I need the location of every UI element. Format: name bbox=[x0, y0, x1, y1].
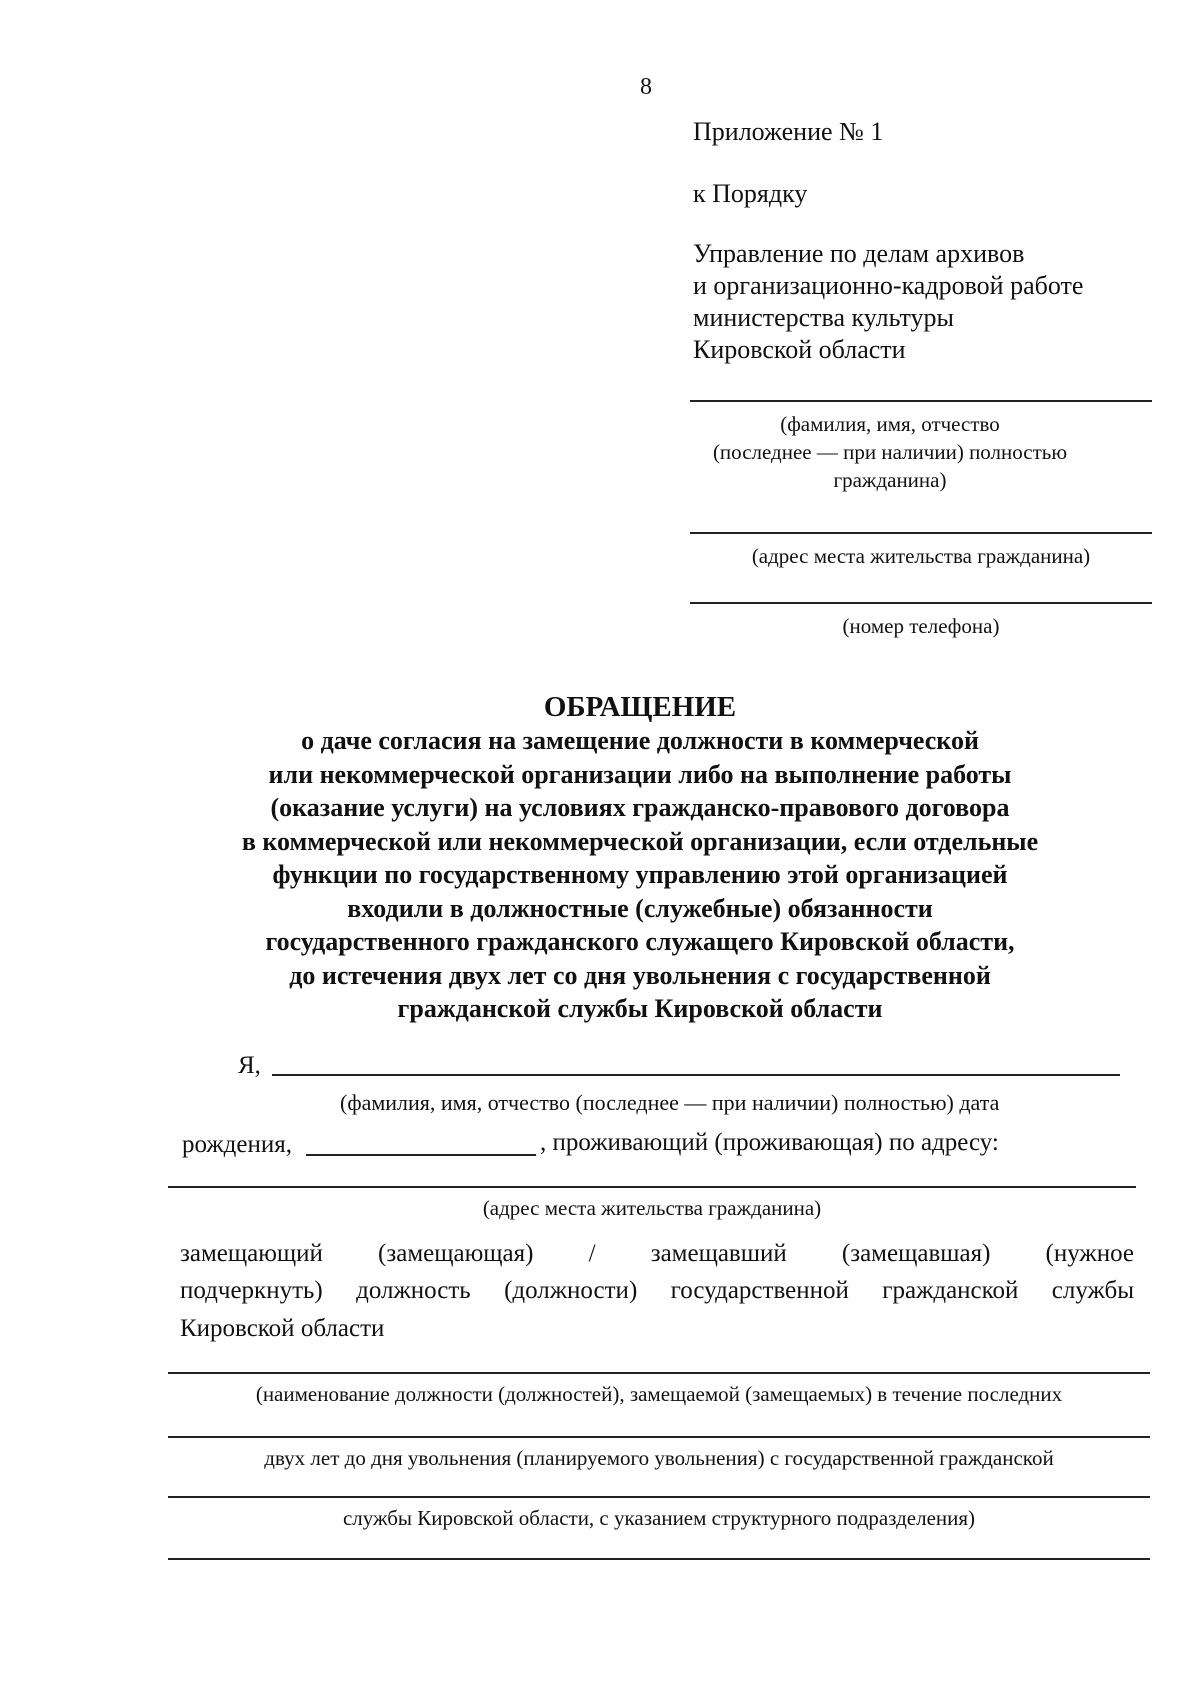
residing-text: , проживающий (проживающая) по адресу: bbox=[540, 1129, 999, 1156]
birth-prefix: рождения, bbox=[182, 1131, 292, 1158]
position-line-1: замещающий (замещающая) / замещавший (замещавшая) (нужное bbox=[180, 1240, 1134, 1267]
title-line-2: или некоммерческой организации либо на выполнение работы bbox=[268, 759, 1012, 789]
title-line-6: входили в должностные (служебные) обязанности bbox=[347, 893, 933, 923]
position-underline-3[interactable] bbox=[168, 1496, 1150, 1498]
document-title bbox=[160, 690, 1120, 1026]
title-line-7: государственного гражданского служащего Кировской области, bbox=[265, 927, 1015, 956]
declarant-address-underline[interactable] bbox=[168, 1186, 1136, 1188]
declarant-name-underline[interactable] bbox=[272, 1074, 1120, 1076]
title-line-8: до истечения двух лет со дня увольнения с государственной bbox=[289, 960, 991, 990]
position-line-3: Кировской области bbox=[180, 1315, 385, 1342]
addressee-line-1: Управление по делам архивов bbox=[693, 239, 1025, 268]
page-number: 8 bbox=[640, 74, 652, 100]
title-main: ОБРАЩЕНИЕ bbox=[543, 691, 737, 723]
declarant-name-caption: (фамилия, имя, отчество (последнее — при наличии) полностью) дата bbox=[340, 1090, 1000, 1115]
i-prefix: Я, bbox=[238, 1052, 261, 1079]
title-line-9: гражданской службы Кировской области bbox=[397, 994, 883, 1023]
applicant-phone-caption: (номер телефона) bbox=[842, 614, 1000, 638]
declarant-address-caption: (адрес места жительства гражданина) bbox=[482, 1196, 822, 1220]
addressee-line-2: и организационно-кадровой работе bbox=[693, 271, 1084, 300]
position-caption-3: службы Кировской области, с указанием структурного подразделения) bbox=[342, 1506, 976, 1530]
addressee-line-4: Кировской области bbox=[693, 335, 906, 364]
position-line-2: подчеркнуть) должность (должности) государственной гражданской службы bbox=[180, 1277, 1134, 1304]
applicant-name-caption: (фамилия, имя, отчество (последнее — при наличии) полностью гражданина) bbox=[712, 412, 1068, 492]
title-line-1: о даче согласия на замещение должности в коммерческой bbox=[301, 726, 979, 755]
applicant-address-underline[interactable] bbox=[690, 532, 1152, 534]
position-caption-2: двух лет до дня увольнения (планируемого увольнения) с государственной гражданской bbox=[264, 1446, 1054, 1470]
title-line-3: (оказание услуги) на условиях гражданско-правового договора bbox=[270, 793, 1010, 822]
title-line-4: в коммерческой или некоммерческой организации, если отдельные bbox=[241, 826, 1039, 856]
position-underline-4[interactable] bbox=[168, 1558, 1150, 1560]
position-caption-1: (наименование должности (должностей), замещаемой (замещаемых) в течение последних bbox=[255, 1382, 1063, 1406]
applicant-address-caption: (адрес места жительства гражданина) bbox=[751, 544, 1091, 568]
position-underline-1[interactable] bbox=[168, 1372, 1150, 1374]
appendix-label: Приложение № 1 bbox=[693, 117, 884, 146]
addressee-line-3: министерства культуры bbox=[693, 303, 954, 332]
position-underline-2[interactable] bbox=[168, 1436, 1150, 1438]
applicant-name-underline[interactable] bbox=[690, 400, 1152, 402]
title-line-5: функции по государственному управлению этой организацией bbox=[272, 860, 1008, 889]
applicant-phone-underline[interactable] bbox=[690, 602, 1152, 604]
to-order-label: к Порядку bbox=[693, 179, 808, 208]
birth-date-underline[interactable] bbox=[306, 1154, 536, 1156]
